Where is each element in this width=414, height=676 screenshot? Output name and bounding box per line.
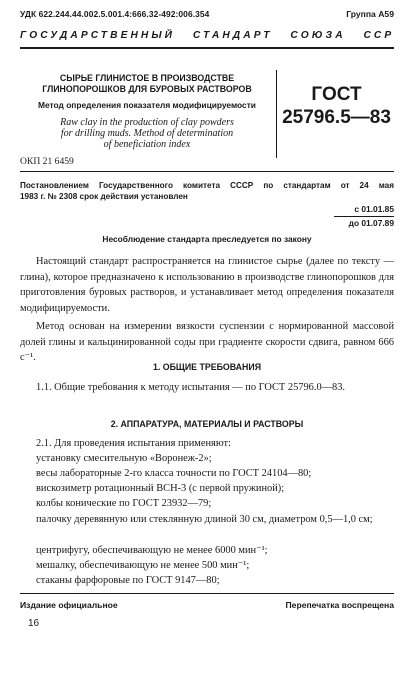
gost-label: ГОСТ [311,84,362,105]
date-rule [334,216,394,217]
footer-rule [20,593,394,594]
paragraph-intro: Настоящий стандарт распространяется на глинистое сырье (далее по тексту — глина), которое предназначено к использованию в производстве глинопорошков для приготовления буровых растворов, и устанавливает метод определения показателя модифицируемости. [20,256,394,314]
udk-code: УДК 622.244.44.002.5.001.4:666.32-492:006.354 [20,9,210,19]
title-block-rule [20,171,394,172]
state-standard-banner: ГОСУДАРСТВЕННЫЙ СТАНДАРТ СОЮЗА ССР [20,30,395,41]
list-item: стаканы фарфоровые по ГОСТ 9147—80; [36,575,220,586]
official-edition: Издание официальное [20,600,118,610]
subtitle-ru: Метод определения показателя модифицируемости [38,100,256,110]
date-to: до 01.07.89 [348,218,394,228]
group-code: Группа А59 [346,9,394,19]
paragraph-method: Метод основан на измерении вязкости суспензии с нормированной массовой долей глины и кальцинированной соды при градиенте скорости сдвига, равном 666 с⁻¹. [20,321,394,363]
title-en-line1: Raw clay in the production of clay powders [60,117,234,128]
title-divider [276,70,277,158]
section1-text: 1.1. Общие требования к методу испытания — по ГОСТ 25796.0—83. [36,382,346,393]
decree-line1: Постановлением Государственного комитета СССР по стандартам от 24 мая [20,181,394,190]
list-item: установку смесительную «Воронеж-2»; [36,453,212,464]
page-number: 16 [28,618,40,629]
section2-heading: 2. АППАРАТУРА, МАТЕРИАЛЫ И РАСТВОРЫ [110,419,304,429]
penalty-note: Несоблюдение стандарта преследуется по закону [102,234,312,244]
list-item: центрифугу, обеспечивающую не менее 6000 мин⁻¹; [36,545,268,556]
list-item: весы лабораторные 2-го класса точности по ГОСТ 24104—80; [36,468,312,479]
reprint-notice: Перепечатка воспрещена [285,600,394,610]
header-rule [20,47,394,49]
date-from: с 01.01.85 [354,204,394,214]
list-item: мешалку, обеспечивающую не менее 500 мин⁻¹; [36,560,250,571]
list-item: вискозиметр ротационный ВСН-3 (с первой пружиной); [36,483,285,494]
decree-line2: 1983 г. № 2308 срок действия установлен [20,192,188,201]
list-item: колбы конические по ГОСТ 23932—79; [36,498,212,509]
title-en-line3: of beneficiation index [103,139,191,150]
gost-number: 25796.5—83 [282,107,391,128]
okp-code: ОКП 21 6459 [20,156,74,167]
title-ru-line1: СЫРЬЕ ГЛИНИСТОЕ В ПРОИЗВОДСТВЕ [59,73,235,83]
title-en-line2: for drilling muds. Method of determination [60,128,234,139]
section1-heading: 1. ОБЩИЕ ТРЕБОВАНИЯ [152,362,262,372]
title-ru-line2: ГЛИНОПОРОШКОВ ДЛЯ БУРОВЫХ РАСТВОРОВ [42,84,252,94]
section2-intro: 2.1. Для проведения испытания применяют: [36,438,231,449]
list-item: палочку деревянную или стеклянную длиной 30 см, диаметром 0,5—1,0 см; [36,514,373,525]
